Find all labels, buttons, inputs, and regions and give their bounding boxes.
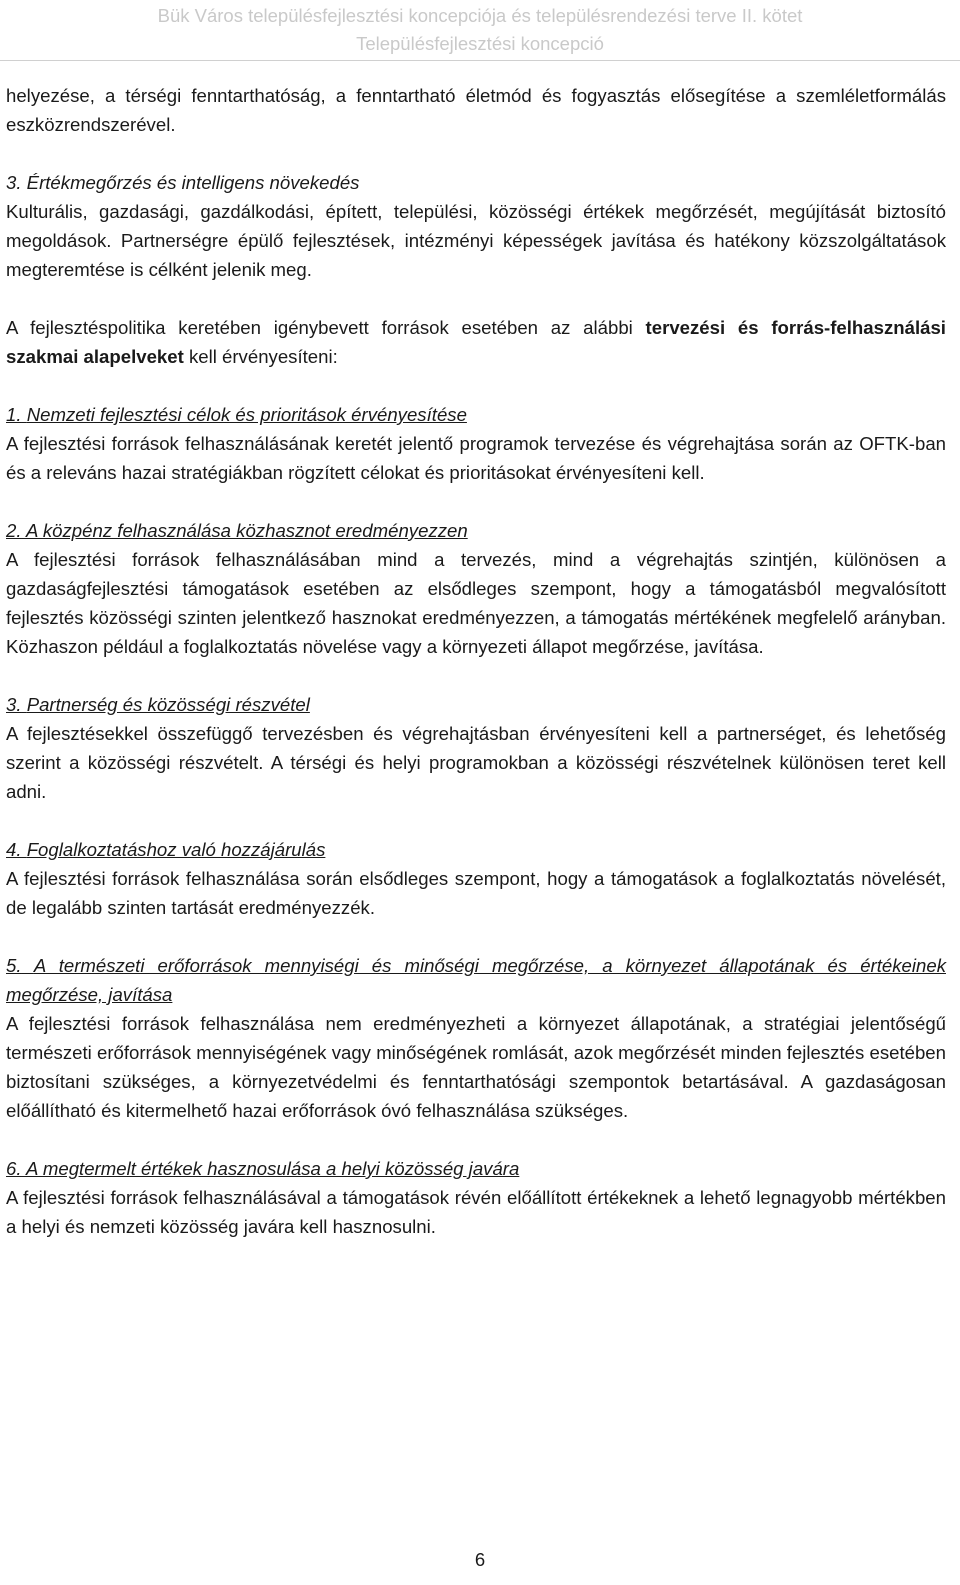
principle-3-title: Partnerség és közösségi részvétel [26, 694, 310, 715]
goal-3-title: 3. Értékmegőrzés és intelligens növekedés [6, 172, 360, 193]
principle-1-number: 1. [6, 404, 22, 425]
document-body [6, 81, 946, 1241]
principle-6-number: 6. [6, 1158, 22, 1179]
principle-6-heading [6, 1154, 946, 1183]
principle-1-title: Nemzeti fejlesztési célok és prioritások érvényesítése [26, 404, 467, 425]
header-divider [0, 60, 960, 61]
principles-intro [6, 313, 946, 371]
goal-3-text: Kulturális, gazdasági, gazdálkodási, épített, települési, közösségi értékek megőrzését, megújítását biztosító megoldások. Partnerségre épülő fejlesztések, intézményi képességek javítása és hatékony közszolgáltatások megteremtése is célként jelenik meg. [6, 201, 946, 280]
principle-1-text: A fejlesztési források felhasználásának keretét jelentő programok tervezése és végrehajtása során az OFTK-ban és a releváns hazai stratégiákban rögzített célokat és prioritásokat érvényesíteni kell. [6, 433, 946, 483]
principle-5-text: A fejlesztési források felhasználása nem eredményezheti a környezet állapotának, a stratégiai jelentőségű természeti erőforrások mennyiségének vagy minőségének romlását, azok megőrzését minden fejlesztés esetében biztosítani szükséges, a környezetvédelmi és fenntarthatósági szempontok betartásával. A gazdaságosan előállítható és kitermelhető hazai erőforrások óvó felhasználása szükséges. [6, 1013, 946, 1121]
running-header [0, 2, 960, 58]
principle-2-number: 2. [6, 520, 22, 541]
principle-6-title: A megtermelt értékek hasznosulása a helyi közösség javára [26, 1158, 520, 1179]
principle-3-heading [6, 690, 946, 719]
principles-intro-after: kell érvényesíteni: [183, 346, 338, 367]
principle-2-text: A fejlesztési források felhasználásában mind a tervezés, mind a végrehajtás szintjén, különösen a gazdaságfejlesztési támogatások esetében az elsődleges szempont, hogy a támogatásból megvalósított fejlesztés közösségi szinten jelentkező hasznokat eredményezzen, a támogatás mértékének megfelelő arányban. Közhaszon például a foglalkoztatás növelése vagy a környezeti állapot megőrzése, javítása. [6, 549, 946, 657]
intro-paragraph: helyezése, a térségi fenntarthatóság, a fenntartható életmód és fogyasztás elősegítése a szemléletformálás eszközrendszerével. [6, 85, 946, 135]
principle-4-text: A fejlesztési források felhasználása során elsődleges szempont, hogy a támogatások a foglalkoztatás növelését, de legalább szinten tartását eredményezzék. [6, 868, 946, 918]
principle-5-number: 5. [6, 955, 22, 976]
principle-4-heading [6, 835, 946, 864]
page-number: 6 [474, 1549, 486, 1570]
principle-3-text: A fejlesztésekkel összefüggő tervezésben és végrehajtásban érvényesíteni kell a partnerséget, és lehetőség szerint a közösségi részvételt. A térségi és helyi programokban a közösségi részvételnek különösen teret kell adni. [6, 723, 946, 802]
principle-5-title: A természeti erőforrások mennyiségi és minőségi megőrzése, a környezet állapotának és értékeinek megőrzése, javítása [6, 955, 946, 1005]
principles-intro-before: A fejlesztéspolitika keretében igénybevett források esetében az alábbi [6, 317, 646, 338]
principle-2-title: A közpénz felhasználása közhasznot eredményezzen [26, 520, 468, 541]
principle-3-number: 3. [6, 694, 22, 715]
principle-2-heading [6, 516, 946, 545]
principle-4-number: 4. [6, 839, 22, 860]
principle-6-text: A fejlesztési források felhasználásával a támogatások révén előállított értékeknek a lehető legnagyobb mértékben a helyi és nemzeti közösség javára kell hasznosulni. [6, 1187, 946, 1237]
header-line-1: Bük Város településfejlesztési koncepciója és településrendezési terve II. kötet [157, 5, 803, 26]
header-line-2: Településfejlesztési koncepció [356, 33, 604, 54]
principle-1-heading [6, 400, 946, 429]
principle-5-heading [6, 951, 946, 1009]
principle-4-title: Foglalkoztatáshoz való hozzájárulás [26, 839, 326, 860]
principles-intro-bold: tervezési és forrás-felhasználási szakmai alapelveket [6, 317, 946, 367]
